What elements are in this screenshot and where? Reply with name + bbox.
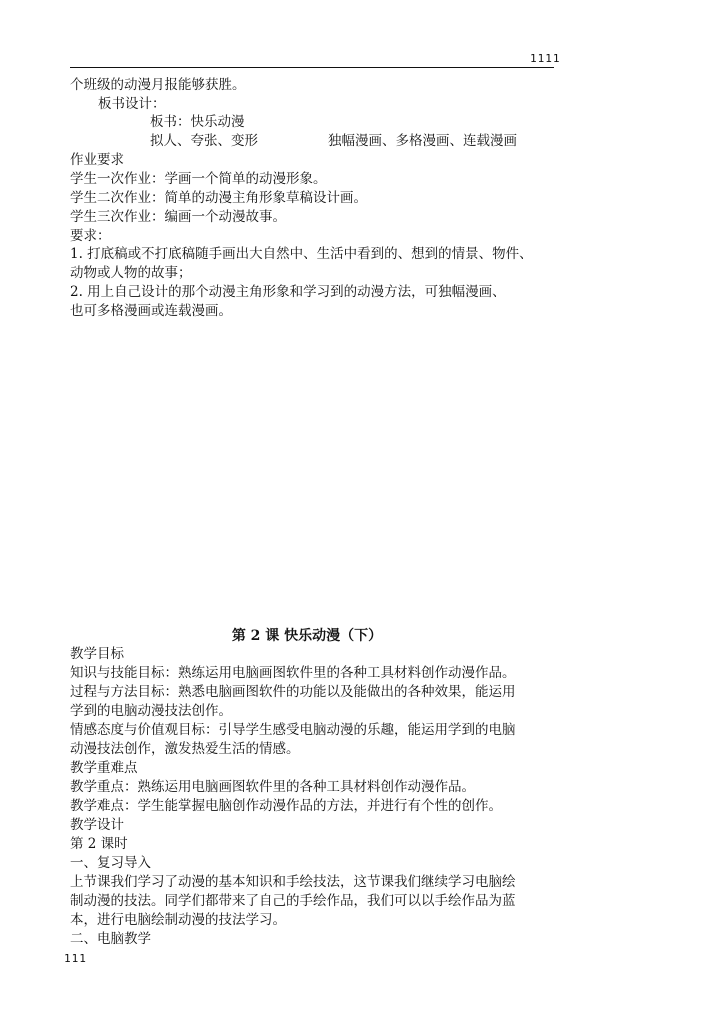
text-line: 制动漫的技法。同学们都带来了自己的手绘作品，我们可以以手绘作品为蓝 [70, 893, 516, 909]
text-line: 上节课我们学习了动漫的基本知识和手绘技法，这节课我们继续学习电脑绘 [70, 874, 516, 890]
text-line: 知识与技能目标：熟练运用电脑画图软件里的各种工具材料创作动漫作品。 [70, 665, 516, 681]
text-line: 个班级的动漫月报能够获胜。 [70, 77, 246, 93]
text-line: 学生三次作业：编画一个动漫故事。 [70, 209, 286, 225]
text-line: 第 2 课时 [70, 836, 128, 852]
text-line: 动漫技法创作，激发热爱生活的情感。 [70, 741, 300, 757]
section-heading: 教学重难点 [70, 760, 138, 776]
header-page-number: 1111 [530, 52, 561, 65]
section-heading: 教学设计 [70, 817, 124, 833]
header-rule [70, 67, 554, 68]
section-heading: 一、复习导入 [70, 855, 151, 871]
text-line: 教学重点：熟练运用电脑画图软件里的各种工具材料创作动漫作品。 [70, 779, 475, 795]
text-line: 1. 打底稿或不打底稿随手画出大自然中、生活中看到的、想到的情景、物件、 [70, 246, 533, 262]
text-line: 也可多格漫画或连载漫画。 [70, 303, 232, 319]
requirements-heading: 要求： [70, 228, 111, 244]
text-line: 2. 用上自己设计的那个动漫主角形象和学习到的动漫方法，可独幅漫画、 [70, 284, 506, 300]
text-line: 本，进行电脑绘制动漫的技法学习。 [70, 912, 286, 928]
text-line: 教学难点：学生能掌握电脑创作动漫作品的方法，并进行有个性的创作。 [70, 798, 502, 814]
text-line: 情感态度与价值观目标：引导学生感受电脑动漫的乐趣，能运用学到的电脑 [70, 722, 516, 738]
text-line: 动物或人物的故事； [70, 265, 192, 281]
lesson-title: 第 2 课 快乐动漫（下） [231, 628, 383, 644]
blackboard-techniques: 拟人、夸张、变形 [150, 133, 258, 149]
text-line: 学到的电脑动漫技法创作。 [70, 703, 232, 719]
text-line: 过程与方法目标：熟悉电脑画图软件的功能以及能做出的各种效果，能运用 [70, 684, 516, 700]
homework-heading: 作业要求 [70, 152, 124, 168]
text-line: 学生一次作业：学画一个简单的动漫形象。 [70, 171, 327, 187]
section-heading: 二、电脑教学 [70, 931, 151, 947]
blackboard-comic-types: 独幅漫画、多格漫画、连载漫画 [328, 133, 517, 149]
section-heading: 教学目标 [70, 646, 124, 662]
footer-page-number: 111 [64, 952, 87, 965]
text-line: 学生二次作业：简单的动漫主角形象草稿设计画。 [70, 190, 367, 206]
blackboard-heading: 板书设计： [98, 96, 166, 112]
blackboard-title: 板书：快乐动漫 [150, 114, 245, 130]
